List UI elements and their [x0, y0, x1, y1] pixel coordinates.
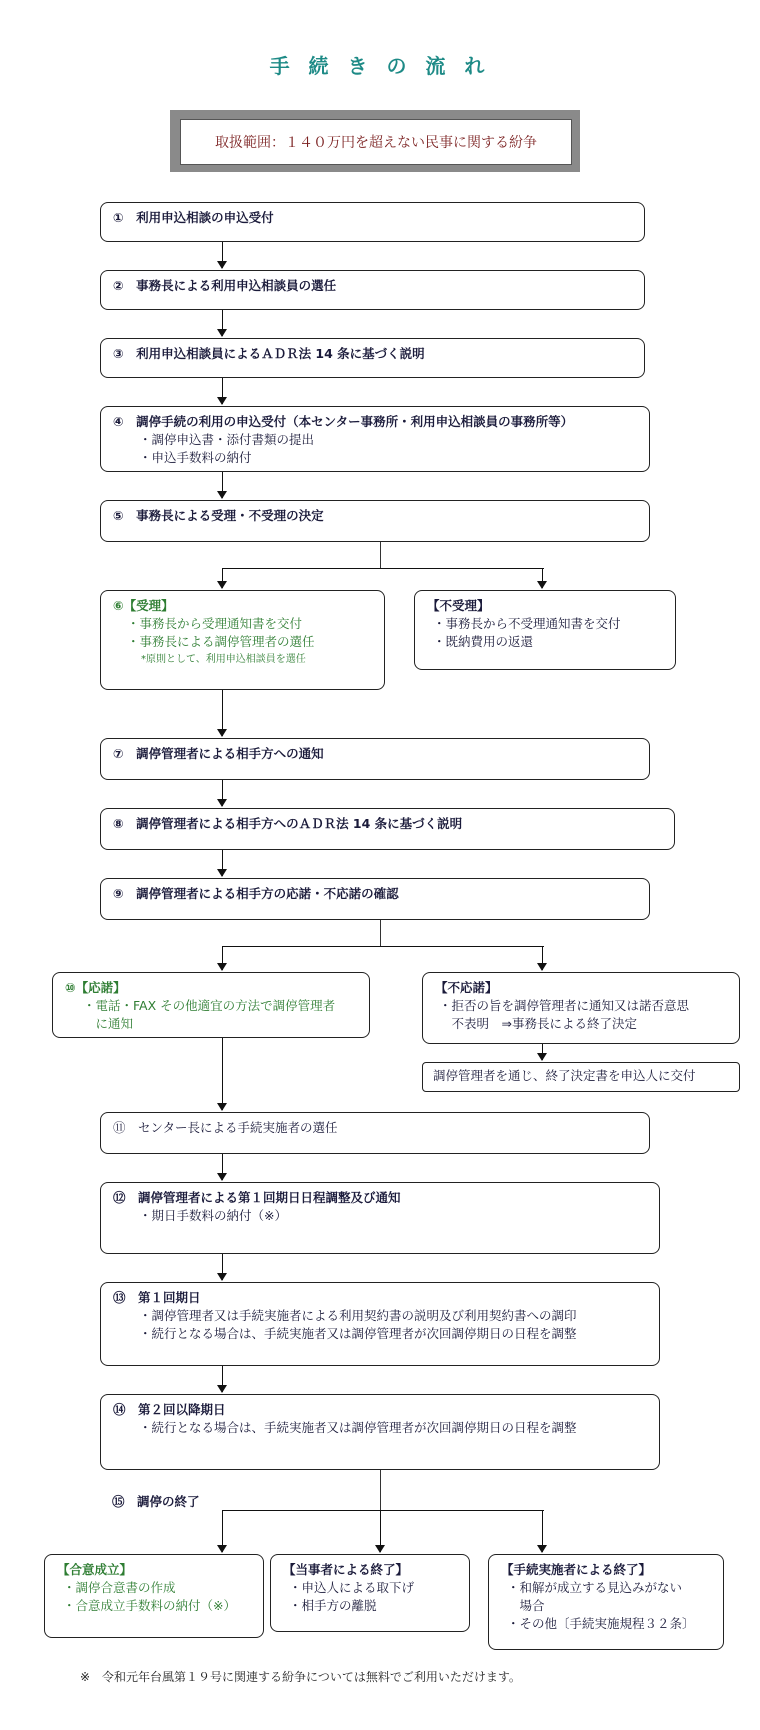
step-13-line: ・調停管理者又は手続実施者による利用契約書の説明及び利用契約書への調印: [139, 1308, 577, 1323]
step-4-box: [100, 406, 650, 472]
arrow-down-icon: [222, 850, 223, 876]
step-5-title: ⑤ 事務長による受理・不受理の決定: [113, 508, 324, 523]
arrow-down-icon: [380, 1510, 381, 1552]
refuse-line: ・拒否の旨を調停管理者に通知又は諾否意思: [439, 998, 690, 1013]
step-3-title: ③ 利用申込相談員によるＡＤＲ法 14 条に基づく説明: [113, 346, 425, 361]
ending-line: ・合意成立手数料の納付（※）: [63, 1598, 236, 1613]
step-7-box: [100, 738, 650, 780]
accept-line: ・事務長から受理通知書を交付: [127, 616, 303, 631]
arrow-down-icon: [222, 780, 223, 806]
arrow-down-icon: [542, 1510, 543, 1552]
step-15-title: ⑮ 調停の終了: [112, 1494, 200, 1509]
step-11-title: ⑪ センター長による手続実施者の選任: [113, 1120, 338, 1135]
ending-line: ・その他〔手続実施規程３２条〕: [507, 1616, 695, 1631]
connector-line: [380, 920, 381, 946]
refuse-title: 【不応諾】: [435, 980, 498, 995]
ending-implementer-box: [488, 1554, 724, 1650]
refuse-note: 調停管理者を通じ、終了決定書を申込人に交付: [433, 1068, 696, 1083]
step-4-line: ・申込手数料の納付: [139, 450, 252, 465]
step-12-box: [100, 1182, 660, 1254]
ending-agreement-box: [44, 1554, 264, 1638]
reject-line: ・既納費用の返還: [433, 634, 534, 649]
arrow-down-icon: [222, 690, 223, 736]
scope-label: 取扱範囲：１４０万円を超えない民事に関する紛争: [180, 119, 572, 165]
refuse-box: [422, 972, 740, 1044]
step-14-line: ・続行となる場合は、手続実施者又は調停管理者が次回調停期日の日程を調整: [139, 1420, 577, 1435]
ending-line: ・申込人による取下げ: [289, 1580, 415, 1595]
consent-line: に通知: [83, 1016, 134, 1031]
step-14-title: ⑭ 第２回以降期日: [113, 1402, 226, 1417]
step-4-title: ④ 調停手続の利用の申込受付（本センター事務所・利用申込相談員の事務所等）: [113, 414, 574, 429]
refuse-line: 不表明 ⇒事務長による終了決定: [439, 1016, 637, 1031]
arrow-down-icon: [222, 378, 223, 404]
arrow-down-icon: [222, 472, 223, 498]
arrow-down-icon: [222, 946, 223, 970]
ending-line: 場合: [507, 1598, 545, 1613]
ending-line: ・和解が成立する見込みがない: [507, 1580, 683, 1595]
arrow-down-icon: [222, 242, 223, 268]
step-7-title: ⑦ 調停管理者による相手方への通知: [113, 746, 324, 761]
step-1-title: ① 利用申込相談の申込受付: [113, 210, 274, 225]
step-2-box: [100, 270, 645, 310]
arrow-down-icon: [542, 1044, 543, 1060]
step-12-title: ⑫ 調停管理者による第１回期日日程調整及び通知: [113, 1190, 401, 1205]
step-2-title: ② 事務長による利用申込相談員の選任: [113, 278, 337, 293]
connector-line: [222, 946, 544, 947]
ending-title: 【合意成立】: [57, 1562, 133, 1577]
connector-line: [222, 1510, 544, 1511]
connector-line: [380, 542, 381, 568]
arrow-down-icon: [542, 946, 543, 970]
consent-line: ・電話・FAX その他適宜の方法で調停管理者: [83, 998, 336, 1013]
step-5-box: [100, 500, 650, 542]
step-13-line: ・続行となる場合は、手続実施者又は調停管理者が次回調停期日の日程を調整: [139, 1326, 577, 1341]
step-8-title: ⑧ 調停管理者による相手方へのＡＤＲ法 14 条に基づく説明: [113, 816, 463, 831]
step-13-box: [100, 1282, 660, 1366]
ending-title: 【当事者による終了】: [283, 1562, 409, 1577]
consent-box: [52, 972, 370, 1038]
step-9-box: [100, 878, 650, 920]
ending-title: 【手続実施者による終了】: [501, 1562, 652, 1577]
page-title: 手 続 き の 流 れ: [269, 54, 491, 78]
connector-line: [222, 568, 544, 569]
accept-title: ⑥【受理】: [113, 598, 174, 613]
step-12-line: ・期日手数料の納付（※）: [139, 1208, 287, 1223]
step-14-box: [100, 1394, 660, 1470]
step-8-box: [100, 808, 675, 850]
step-1-box: [100, 202, 645, 242]
footnote: ※ 令和元年台風第１９号に関連する紛争については無料でご利用いただけます。: [80, 1670, 521, 1684]
ending-line: ・調停合意書の作成: [63, 1580, 176, 1595]
ending-line: ・相手方の離脱: [289, 1598, 377, 1613]
arrow-down-icon: [222, 1366, 223, 1392]
reject-box: [414, 590, 676, 670]
arrow-down-icon: [222, 1038, 223, 1110]
step-13-title: ⑬ 第１回期日: [113, 1290, 201, 1305]
accept-note: *原則として、利用申込相談員を選任: [141, 654, 306, 665]
accept-line: ・事務長による調停管理者の選任: [127, 634, 315, 649]
reject-line: ・事務長から不受理通知書を交付: [433, 616, 621, 631]
step-9-title: ⑨ 調停管理者による相手方の応諾・不応諾の確認: [113, 886, 399, 901]
reject-title: 【不受理】: [427, 598, 490, 613]
arrow-down-icon: [222, 1254, 223, 1280]
accept-box: [100, 590, 385, 690]
step-3-box: [100, 338, 645, 378]
step-11-box: [100, 1112, 650, 1154]
arrow-down-icon: [222, 1154, 223, 1180]
arrow-down-icon: [222, 310, 223, 336]
refuse-note-box: [422, 1062, 740, 1092]
step-4-line: ・調停申込書・添付書類の提出: [139, 432, 315, 447]
arrow-down-icon: [222, 1510, 223, 1552]
ending-party-box: [270, 1554, 470, 1632]
consent-title: ⑩【応諾】: [65, 980, 126, 995]
arrow-down-icon: [222, 568, 223, 588]
arrow-down-icon: [542, 568, 543, 588]
